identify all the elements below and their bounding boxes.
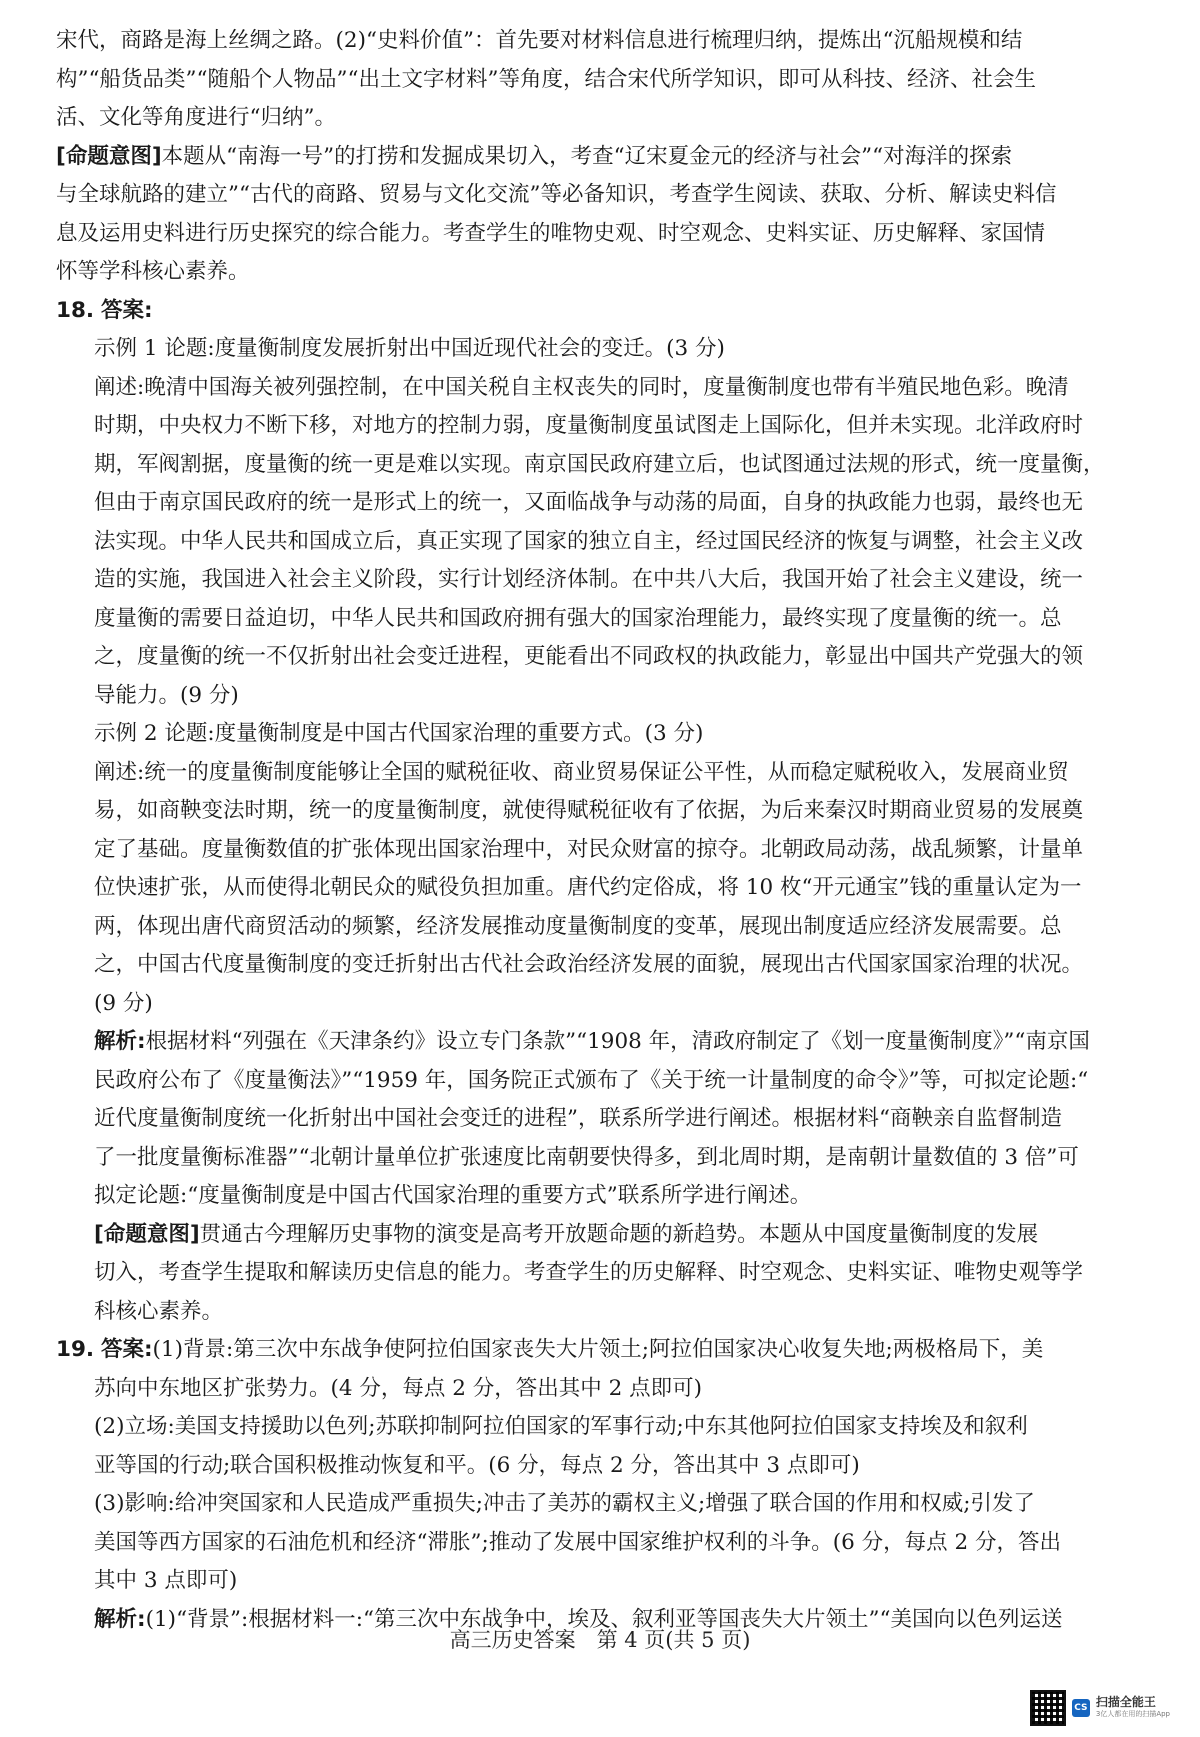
text-line: 息及运用史料进行历史探究的综合能力。考查学生的唯物史观、时空观念、史料实证、历史解释、家国情 — [56, 220, 1046, 246]
text-line: 近代度量衡制度统一化折射出中国社会变迁的进程”，联系所学进行阐述。根据材料“商鞅亲自监督制造 — [94, 1106, 1062, 1131]
text-line: 两，体现出唐代商贸活动的频繁，经济发展推动度量衡制度的变革，展现出制度适应经济发展需要。总 — [94, 913, 1062, 939]
text-line: 活、文化等角度进行“归纳”。 — [56, 105, 336, 130]
text-line: 法实现。中华人民共和国成立后，真正实现了国家的独立自主，经过国民经济的恢复与调整，社会主义改 — [94, 528, 1084, 554]
text-line: (9 分) — [94, 990, 153, 1016]
text-line: 民政府公布了《度量衡法》”“1959 年，国务院正式颁布了《关于统一计量制度的命令》”等，可拟定论题:“ — [94, 1067, 1089, 1093]
answer-text: (1)背景:第三次中东战争使阿拉伯国家丧失大片领土;阿拉伯国家决心收复失地;两极格局下，美 — [152, 1337, 1044, 1362]
analysis-text: 根据材料“列强在《天津条约》设立专门条款”“1908 年，清政府制定了《划一度量衡制度》”“南京国 — [145, 1029, 1090, 1054]
watermark-subtitle: 3亿人都在用的扫描App — [1095, 1710, 1170, 1718]
intent-text: 贯通古今理解历史事物的演变是高考开放题命题的新趋势。本题从中国度量衡制度的发展 — [199, 1221, 1039, 1247]
text-line: 易，如商鞅变法时期，统一的度量衡制度，就使得赋税征收有了依据，为后来秦汉时期商业贸易的发展奠 — [94, 798, 1084, 823]
text-line: 切入，考查学生提取和解读历史信息的能力。考查学生的历史解释、时空观念、史料实证、唯物史观等学 — [94, 1260, 1084, 1285]
q19-heading — [56, 1331, 1156, 1370]
page-footer: 高三历史答案 第 4 页(共 5 页) — [449, 1628, 751, 1652]
text-line: 科核心素养。 — [94, 1298, 224, 1324]
text-line: 之，中国古代度量衡制度的变迁折射出古代社会政治经济发展的面貌，展现出古代国家国家治理的状况。 — [94, 952, 1084, 977]
analysis-text: (1)“背景”:根据材料一:“第三次中东战争中，埃及、叙利亚等国丧失大片领土”“美国向以色列运送 — [145, 1606, 1063, 1632]
q17-intent — [56, 138, 1156, 177]
text-line: 怀等学科核心素养。 — [56, 259, 250, 284]
text-line: 与全球航路的建立”“古代的商路、贸易与文化交流”等必备知识，考查学生阅读、获取、分析、解读史料信 — [56, 182, 1057, 207]
watermark-title: 扫描全能王 — [1095, 1695, 1156, 1709]
analysis-label: 解析: — [94, 1606, 146, 1632]
text-line: 亚等国的行动;联合国积极推动恢复和平。(6 分，每点 2 分，答出其中 3 点即可) — [94, 1452, 860, 1478]
text-line: 其中 3 点即可) — [94, 1568, 238, 1593]
text-line: 定了基础。度量衡数值的扩张体现出国家治理中，对民众财富的掠夺。北朝政局动荡，战乱频繁，计量单 — [94, 836, 1084, 862]
text-line: (3)影响:给冲突国家和人民造成严重损失;冲击了美苏的霸权主义;增强了联合国的作用和权威;引发了 — [94, 1491, 1035, 1516]
text-line: 导能力。(9 分) — [94, 682, 239, 708]
intent-text: 本题从“南海一号”的打捞和发掘成果切入，考查“辽宋夏金元的经济与社会”“对海洋的探索 — [161, 143, 1013, 169]
text-line: 宋代，商路是海上丝绸之路。(2)“史料价值”：首先要对材料信息进行梳理归纳，提炼出“沉船规模和结 — [56, 28, 1023, 53]
text-line: 造的实施，我国进入社会主义阶段，实行计划经济体制。在中共八大后，我国开始了社会主义建设，统一 — [94, 567, 1084, 592]
answer-label: 答案: — [100, 1337, 153, 1362]
text-line: 了一批度量衡标准器”“北朝计量单位扩张速度比南朝要快得多，到北周时期，是南朝计量数值的 3 倍”可 — [94, 1144, 1079, 1170]
cs-badge: CS — [1072, 1699, 1090, 1717]
qr-code-icon — [1030, 1690, 1066, 1726]
text-line: 苏向中东地区扩张势力。(4 分，每点 2 分，答出其中 2 点即可) — [94, 1375, 702, 1401]
q18-analysis — [56, 1023, 1156, 1062]
text-line: (2)立场:美国支持援助以色列;苏联抑制阿拉伯国家的军事行动;中东其他阿拉伯国家支持埃及和叙利 — [94, 1414, 1028, 1439]
text-line: 之，度量衡的统一不仅折射出社会变迁进程，更能看出不同政权的执政能力，彰显出中国共产党强大的领 — [94, 644, 1084, 669]
question-number: 18. — [56, 297, 95, 323]
scanner-watermark — [1030, 1690, 1170, 1726]
text-line: 阐述:统一的度量衡制度能够让全国的赋税征收、商业贸易保证公平性，从而稳定赋税收入，发展商业贸 — [94, 759, 1069, 785]
example-1-title: 示例 1 论题:度量衡制度发展折射出中国近现代社会的变迁。(3 分) — [94, 336, 725, 361]
text-line: 构”“船货品类”“随船个人物品”“出土文字材料”等角度，结合宋代所学知识，即可从科技、经济、社会生 — [56, 66, 1036, 92]
text-line: 但由于南京国民政府的统一是形式上的统一，又面临战争与动荡的局面，自身的执政能力也弱，最终也无 — [94, 490, 1084, 515]
example-2-title: 示例 2 论题:度量衡制度是中国古代国家治理的重要方式。(3 分) — [94, 721, 704, 746]
answer-document — [56, 22, 1156, 1639]
text-line: 期，军阀割据，度量衡的统一更是难以实现。南京国民政府建立后，也试图通过法规的形式，统一度量衡， — [94, 451, 1105, 477]
text-line: 拟定论题:“度量衡制度是中国古代国家治理的重要方式”联系所学进行阐述。 — [94, 1183, 812, 1208]
text-line: 美国等西方国家的石油危机和经济“滞胀”;推动了发展中国家维护权利的斗争。(6 分，每点 2 分，答出 — [94, 1529, 1061, 1555]
analysis-label: 解析: — [94, 1029, 146, 1054]
text-line: 度量衡的需要日益迫切，中华人民共和国政府拥有强大的国家治理能力，最终实现了度量衡的统一。总 — [94, 605, 1062, 631]
intent-tag: [命题意图] — [56, 143, 162, 169]
text-line: 时期，中央权力不断下移，对地方的控制力弱，度量衡制度虽试图走上国际化，但并未实现。北洋政府时 — [94, 413, 1084, 438]
answer-label: 答案: — [100, 297, 153, 323]
question-number: 19. — [56, 1337, 95, 1362]
q18-intent — [56, 1216, 1156, 1255]
q18-heading — [56, 292, 1156, 331]
text-line: 阐述:晚清中国海关被列强控制，在中国关税自主权丧失的同时，度量衡制度也带有半殖民地色彩。晚清 — [94, 374, 1069, 400]
text-line: 位快速扩张，从而使得北朝民众的赋役负担加重。唐代约定俗成，将 10 枚“开元通宝”钱的重量认定为一 — [94, 875, 1082, 900]
intent-tag: [命题意图] — [94, 1221, 200, 1247]
